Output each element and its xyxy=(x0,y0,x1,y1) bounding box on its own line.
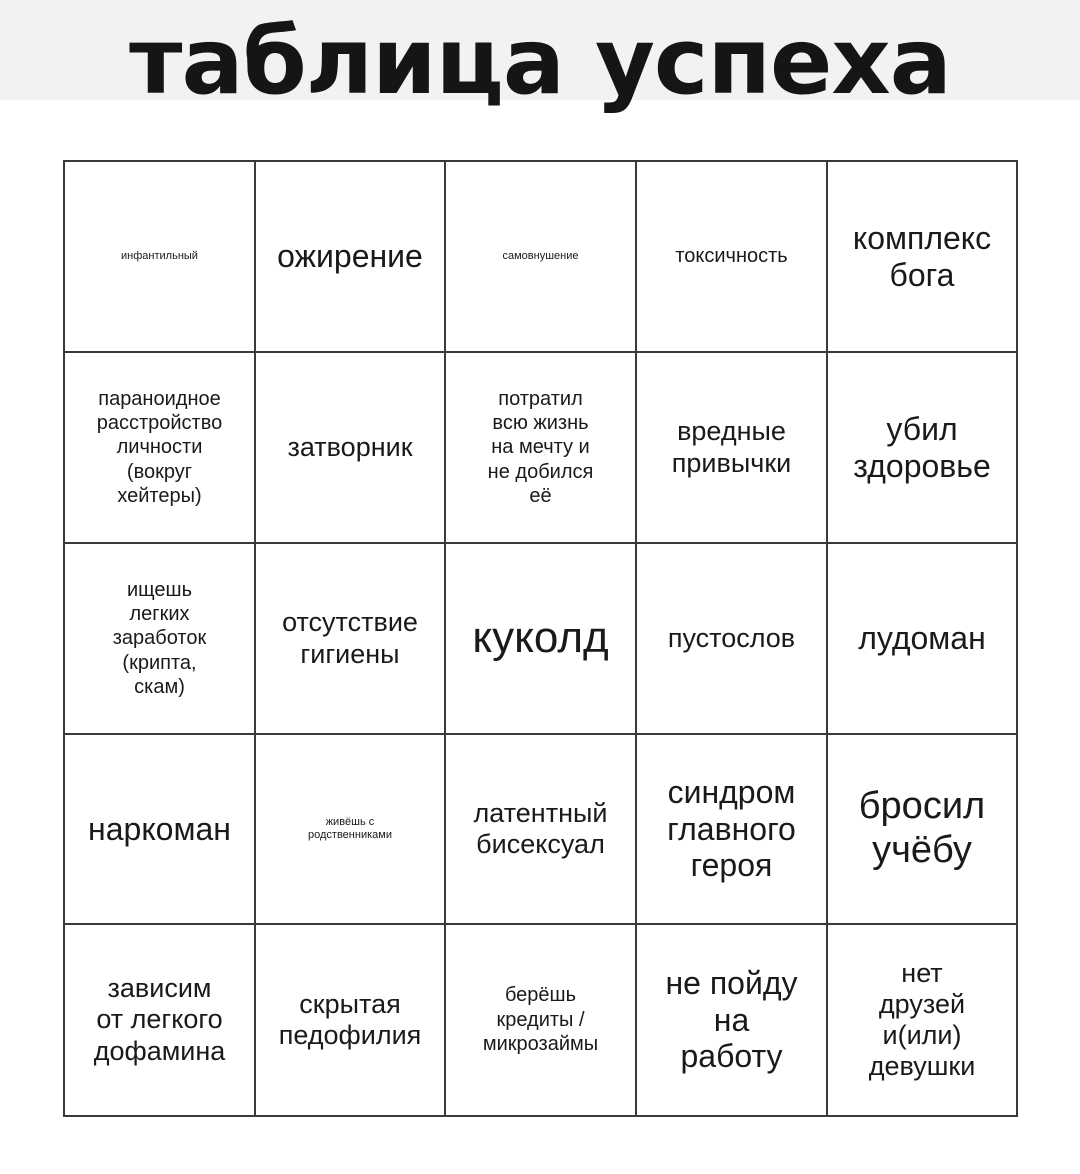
cell-line: гигиены xyxy=(300,638,400,669)
cell-line: убил xyxy=(886,410,958,447)
cell-line: легких xyxy=(129,602,190,625)
cell-line: живёшь с xyxy=(325,815,375,828)
grid-cell xyxy=(256,162,446,353)
cell-line: ищешь xyxy=(127,578,192,601)
cell-line: затворник xyxy=(287,431,413,462)
cell-line: берёшь xyxy=(504,984,577,1007)
cell-line: (крипта, xyxy=(122,651,197,674)
cell-line: личности xyxy=(116,436,203,459)
grid-cell xyxy=(65,735,256,925)
cell-line: (вокруг xyxy=(126,460,193,483)
grid-cell xyxy=(446,353,637,544)
cell-line: девушки xyxy=(868,1051,976,1082)
cell-line: друзей xyxy=(878,988,966,1019)
cell-line: нет xyxy=(901,957,943,988)
cell-line: бросил xyxy=(858,785,986,828)
cell-line: бисексуал xyxy=(476,829,605,859)
cell-line: дофамина xyxy=(93,1035,226,1066)
cell-line: синдром xyxy=(667,773,796,810)
grid-cell xyxy=(828,162,1016,353)
cell-line: инфантильный xyxy=(121,250,198,263)
grid-cell xyxy=(637,353,828,544)
cell-line: бога xyxy=(889,256,955,293)
cell-line: на мечту и xyxy=(491,436,590,459)
cell-line: хейтеры) xyxy=(117,485,202,508)
cell-line: вредные xyxy=(677,416,786,447)
cell-line: героя xyxy=(690,847,773,884)
grid-cell xyxy=(637,544,828,735)
page-title: таблица успеха xyxy=(129,8,951,115)
cell-line: самовнушение xyxy=(502,250,579,263)
cell-line: скам) xyxy=(134,676,185,699)
grid-cell xyxy=(828,353,1016,544)
cell-line: микрозаймы xyxy=(482,1033,599,1056)
cell-line: привычки xyxy=(671,447,792,478)
grid-cell xyxy=(446,544,637,735)
grid-cell xyxy=(828,925,1016,1115)
cell-line: и(или) xyxy=(882,1020,962,1050)
cell-line: не пойду xyxy=(665,964,798,1001)
cell-line: на xyxy=(713,1001,750,1038)
cell-line: работу xyxy=(680,1038,783,1075)
grid-cell xyxy=(256,925,446,1115)
cell-line: здоровье xyxy=(853,447,991,484)
cell-line: лудоман xyxy=(858,620,986,657)
grid-cell xyxy=(446,735,637,925)
cell-line: всю жизнь xyxy=(492,411,589,434)
grid-cell xyxy=(256,544,446,735)
cell-line: кредиты / xyxy=(496,1008,585,1031)
bingo-grid xyxy=(63,160,1018,1117)
cell-line: скрытая xyxy=(299,988,401,1019)
grid-cell xyxy=(637,162,828,353)
cell-line: латентный xyxy=(473,797,608,828)
grid-cell xyxy=(256,735,446,925)
cell-line: от легкого xyxy=(96,1004,223,1035)
cell-line: расстройство xyxy=(96,411,223,434)
cell-line: токсичность xyxy=(675,245,788,267)
cell-line: учёбу xyxy=(872,829,972,871)
cell-line: педофилия xyxy=(278,1020,422,1050)
cell-line: не добился xyxy=(487,460,594,483)
grid-cell xyxy=(256,353,446,544)
grid-cell xyxy=(637,735,828,925)
cell-line: наркоман xyxy=(88,810,231,847)
cell-line: куколд xyxy=(472,613,609,663)
cell-line: родственниками xyxy=(308,829,392,841)
cell-line: потратил xyxy=(498,387,583,410)
grid-cell xyxy=(65,353,256,544)
cell-line: заработок xyxy=(112,627,207,650)
cell-line: отсутствие xyxy=(282,607,418,638)
cell-line: ожирение xyxy=(277,238,423,275)
grid-cell xyxy=(65,162,256,353)
grid-cell xyxy=(65,544,256,735)
cell-line: параноидное xyxy=(98,387,221,410)
cell-line: комплекс xyxy=(852,219,992,256)
cell-line: главного xyxy=(667,810,796,847)
grid-cell xyxy=(446,925,637,1115)
grid-cell xyxy=(828,544,1016,735)
grid-cell xyxy=(65,925,256,1115)
grid-cell xyxy=(637,925,828,1115)
grid-cell xyxy=(828,735,1016,925)
cell-line: пустослов xyxy=(667,622,796,653)
grid-cell xyxy=(446,162,637,353)
cell-line: её xyxy=(529,485,552,508)
cell-line: зависим xyxy=(107,973,212,1004)
